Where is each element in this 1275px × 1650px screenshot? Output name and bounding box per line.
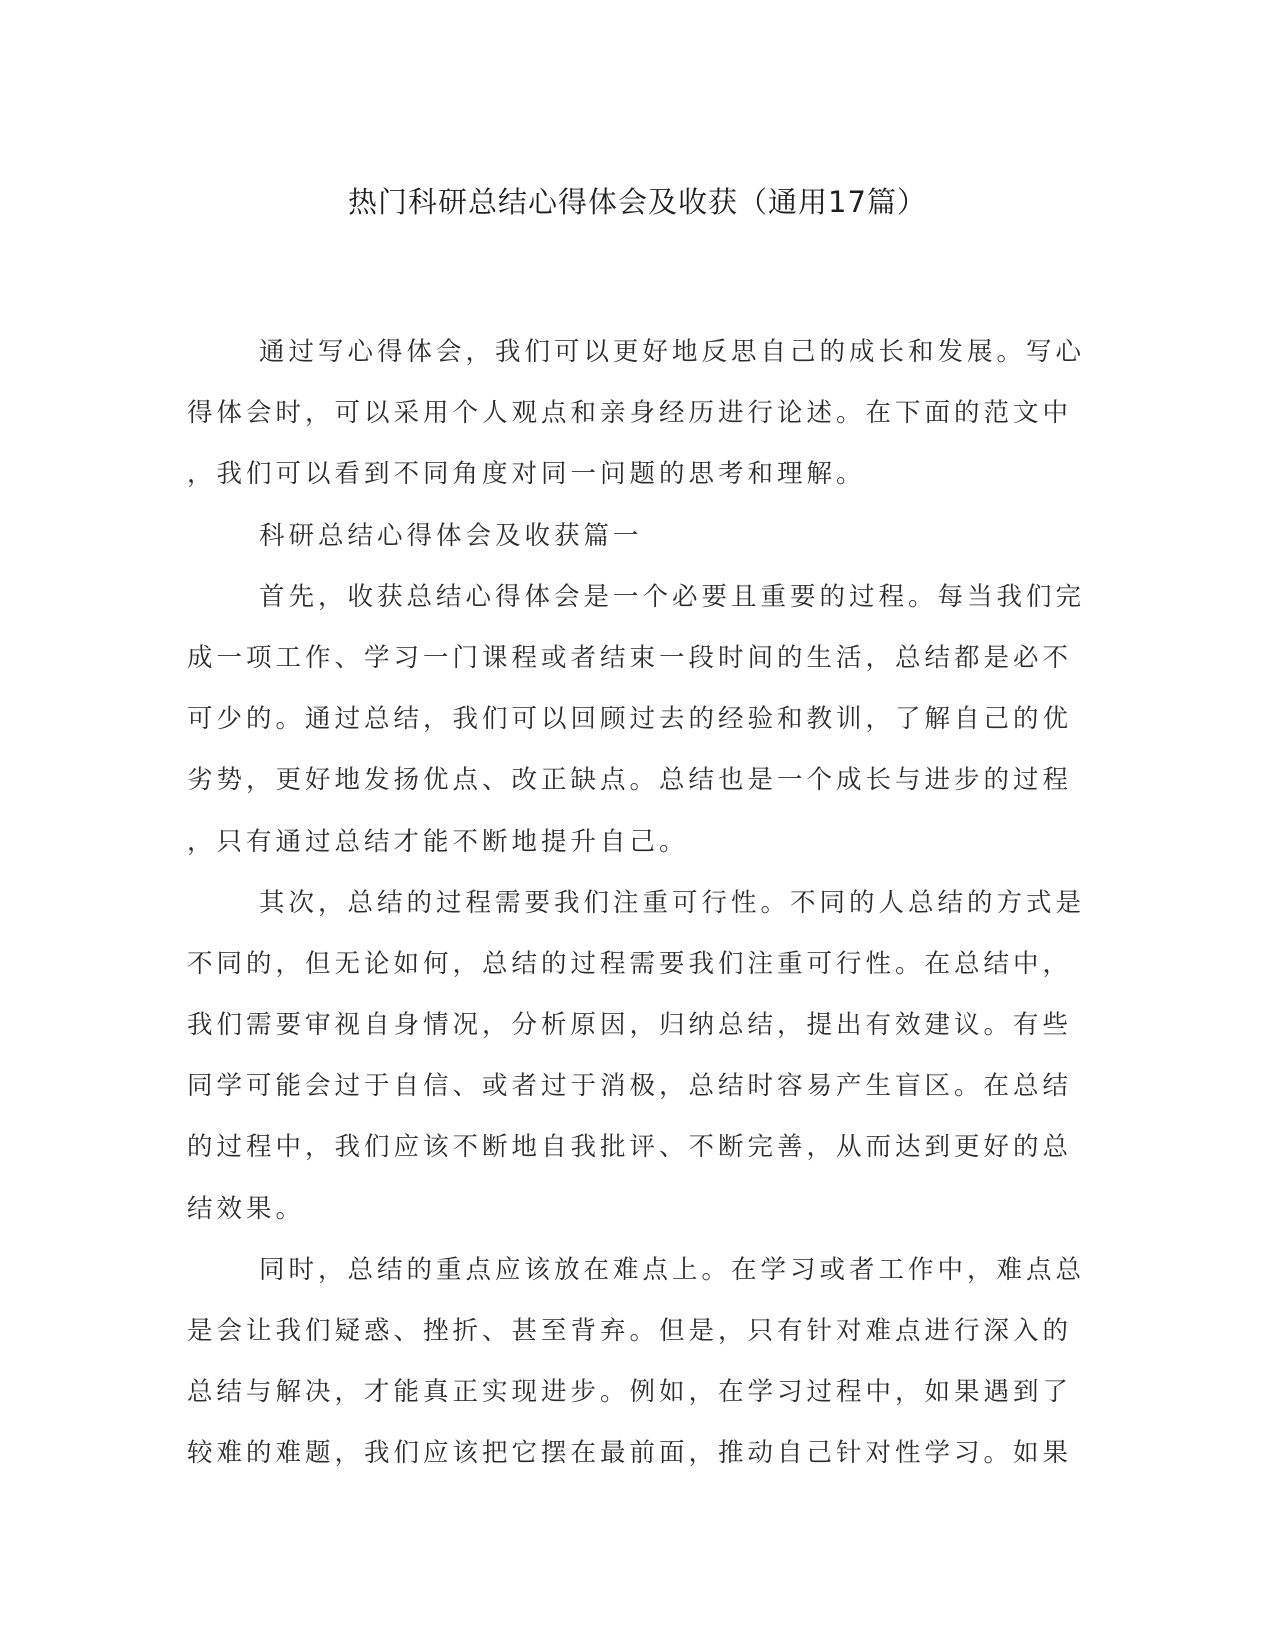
text-line: 通过写心得体会，我们可以更好地反思自己的成长和发展。写心 [259, 337, 1086, 367]
text-line: 的过程中，我们应该不断地自我批评、不断完善，从而达到更好的总 [187, 1132, 1073, 1163]
text-line: 较难的难题，我们应该把它摆在最前面，推动自己针对性学习。如果 [187, 1438, 1073, 1469]
document-body [187, 322, 1086, 1485]
text-line: ，我们可以看到不同角度对同一问题的思考和理解。 [187, 459, 866, 490]
text-line: 结效果。 [187, 1193, 306, 1224]
text-line: 不同的，但无论如何，总结的过程需要我们注重可行性。在总结中， [187, 948, 1073, 979]
text-line: 劣势，更好地发扬优点、改正缺点。总结也是一个成长与进步的过程 [187, 765, 1073, 796]
text-line: 得体会时，可以采用个人观点和亲身经历进行论述。在下面的范文中 [187, 398, 1073, 429]
text-line: 同时，总结的重点应该放在难点上。在学习或者工作中，难点总 [259, 1254, 1086, 1285]
text-line: 是会让我们疑惑、挫折、甚至背弃。但是，只有针对难点进行深入的 [187, 1316, 1073, 1346]
section-heading: 科研总结心得体会及收获篇一 [259, 520, 643, 551]
text-line: 其次，总结的过程需要我们注重可行性。不同的人总结的方式是 [259, 887, 1086, 918]
text-line: 可少的。通过总结，我们可以回顾过去的经验和教训，了解自己的优 [187, 704, 1073, 735]
text-line: 成一项工作、学习一门课程或者结束一段时间的生活，总结都是必不 [187, 642, 1073, 673]
text-line: 同学可能会过于自信、或者过于消极，总结时容易产生盲区。在总结 [187, 1071, 1073, 1102]
document-title: 热门科研总结心得体会及收获（通用17篇） [348, 185, 927, 219]
text-line: 总结与解决，才能真正实现进步。例如，在学习过程中，如果遇到了 [187, 1377, 1073, 1408]
text-line: 首先，收获总结心得体会是一个必要且重要的过程。每当我们完 [259, 581, 1086, 612]
text-line: 我们需要审视自身情况，分析原因，归纳总结，提出有效建议。有些 [187, 1010, 1073, 1041]
text-line: ，只有通过总结才能不断地提升自己。 [187, 826, 689, 857]
